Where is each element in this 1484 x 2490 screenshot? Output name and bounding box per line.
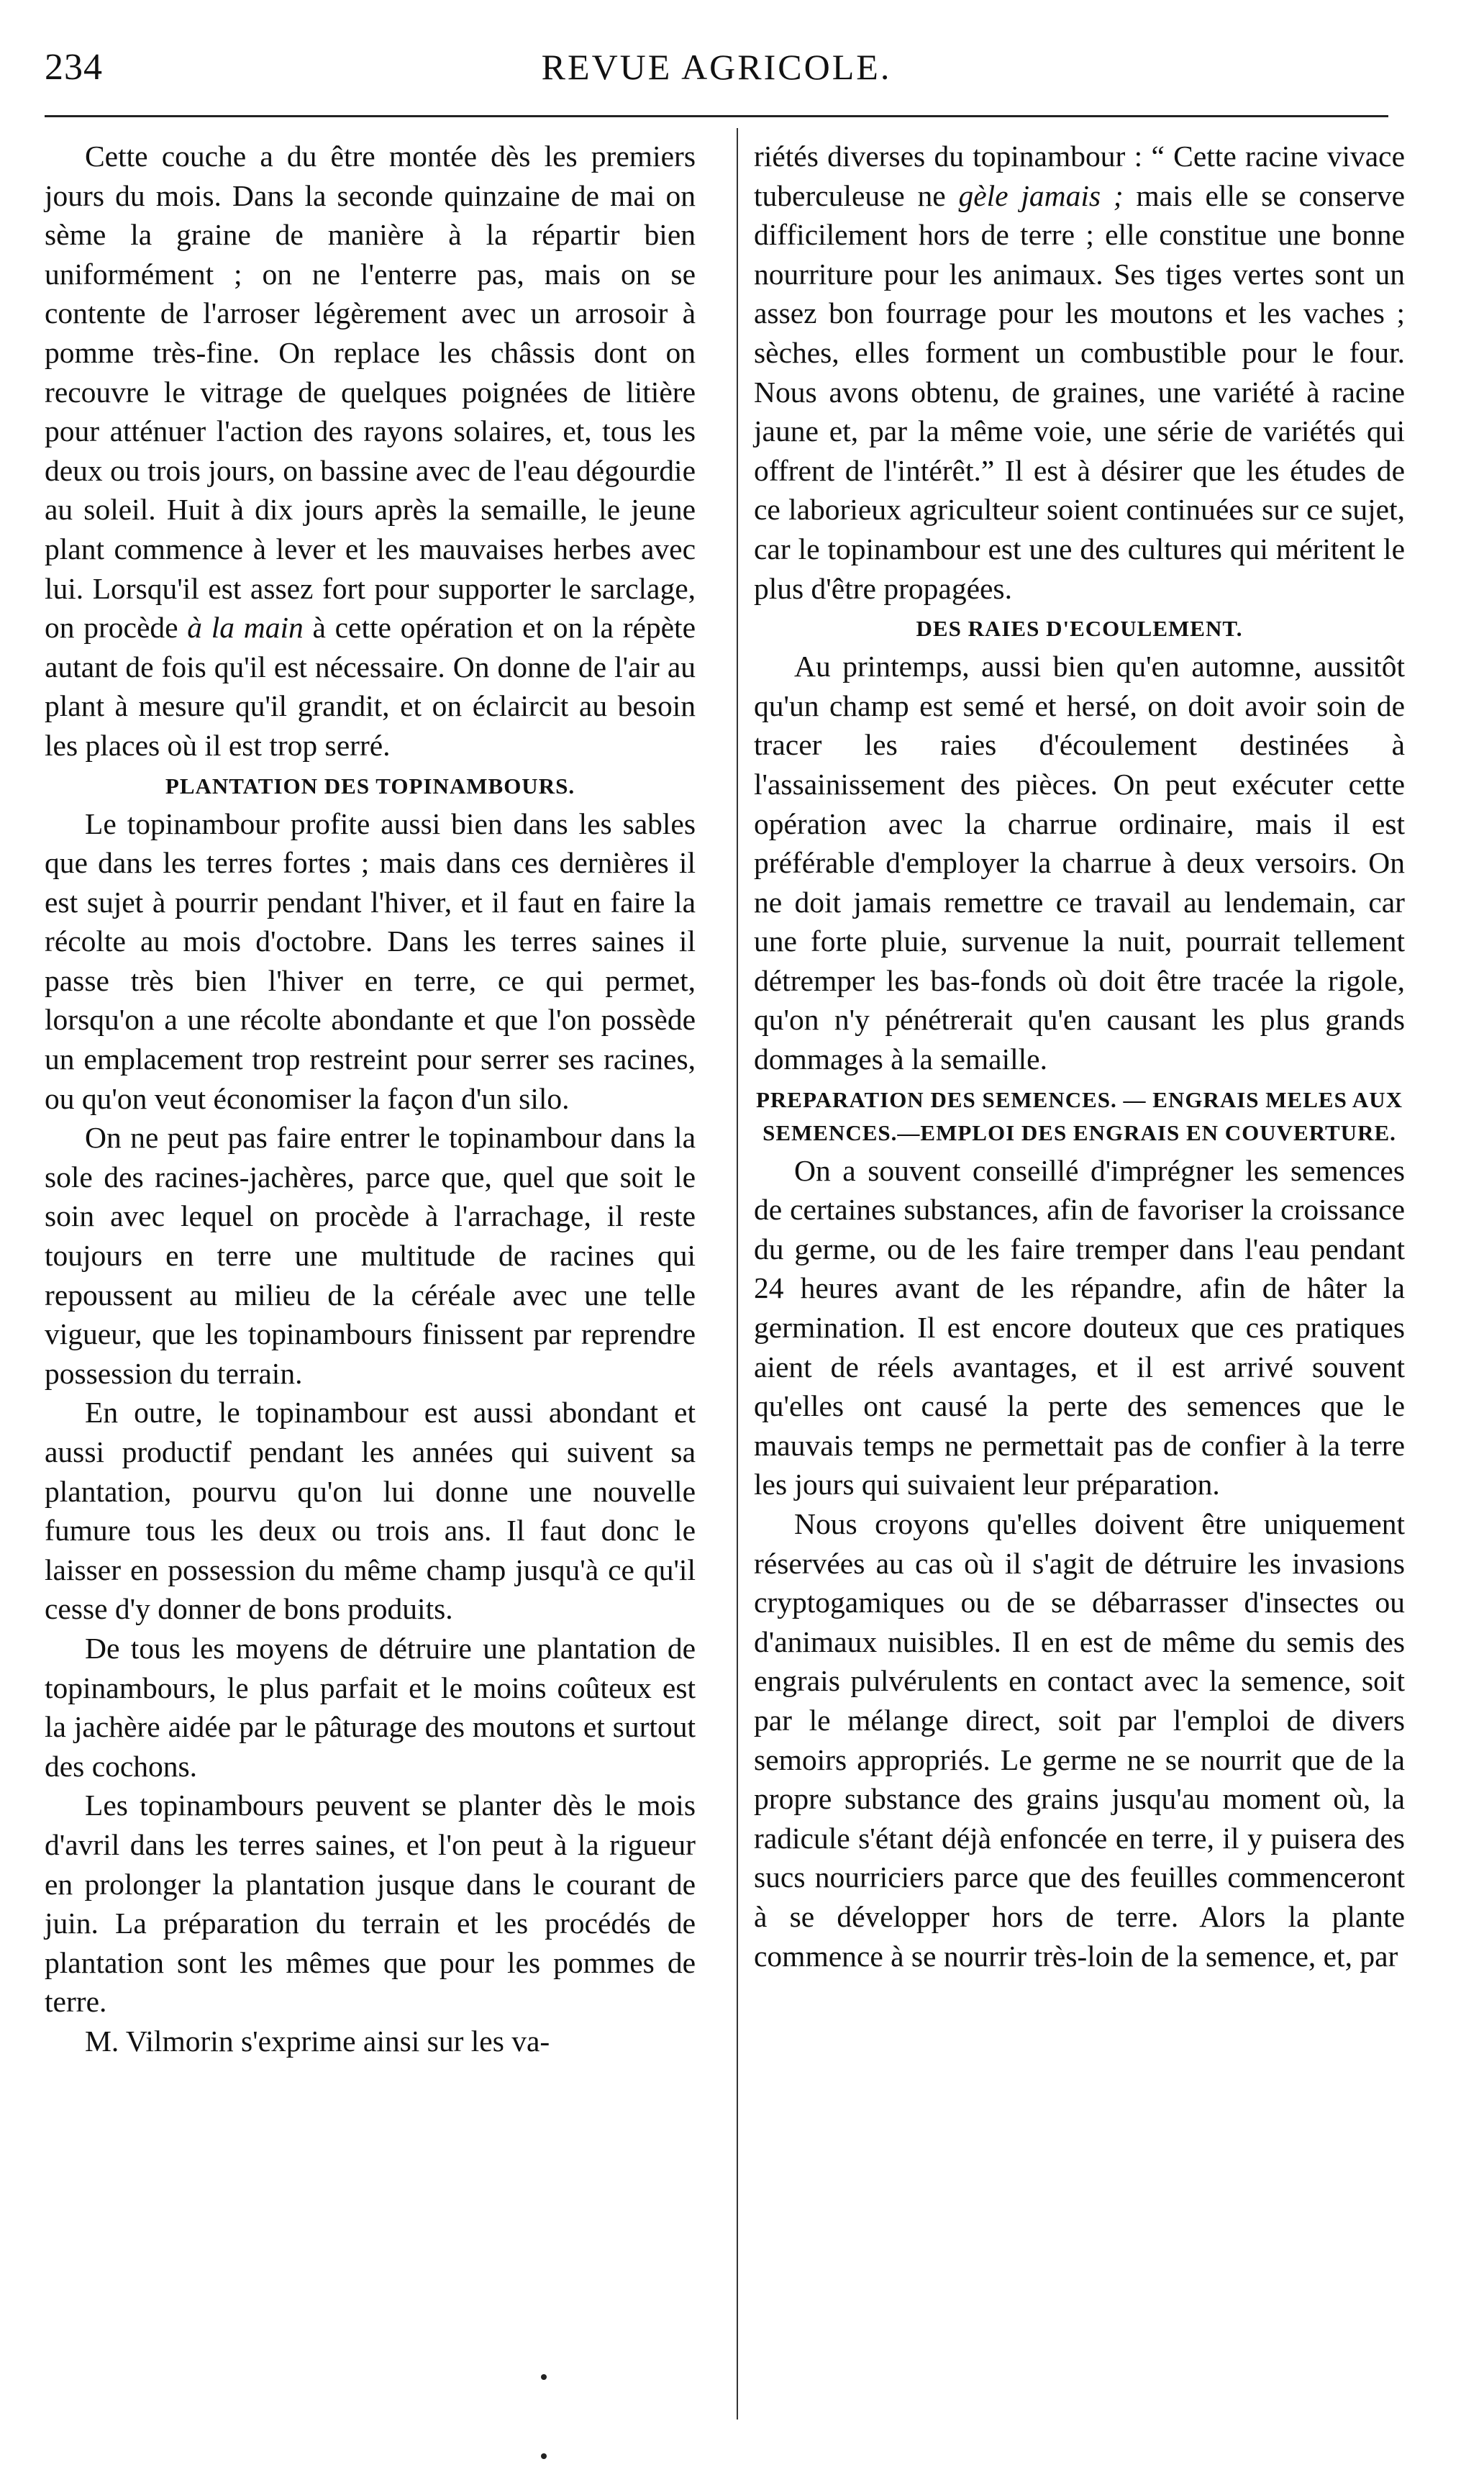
header-rule: [45, 115, 1388, 117]
page-number: 234: [45, 47, 103, 88]
paragraph-text: à cette opération et on la répète autant de fois qu'il est nécessaire. On donne de l'air au plant à mesure qu'il grandit, et on éclaircit au besoin les places où il est trop serré.: [45, 611, 696, 762]
italic-phrase: gèle jamais ;: [958, 178, 1124, 212]
footer-dot: [541, 2453, 547, 2459]
paragraph: M. Vilmorin s'exprime ainsi sur les va-: [85, 2024, 550, 2058]
paragraph: De tous les moyens de détruire une plantation de topinambours, le plus parfait et le moins coûteux est la jachère aidée par le pâturage des moutons et surtout des cochons.: [45, 1631, 696, 1783]
paragraph: Le topinambour profite aussi bien dans les sables que dans les terres fortes ; mais dans ces dernières il est sujet à pourrir pendant l'hiver, et il faut en faire la récolte au mois d'octobre. Dans les terres saines il passe très bien l'hiver en terre, ce qui permet, lorsqu'on a une récolte abondante et que l'on possède un emplacement trop restreint pour serrer ses racines, ou qu'on veut économiser la façon d'un silo.: [45, 806, 696, 1115]
paragraph: Nous croyons qu'elles doivent être uniquement réservées au cas où il s'agit de détruire les invasions cryptogamiques ou de se débarrasser d'insectes ou d'animaux nuisibles. Il en est de même du semis des engrais pulvérulents en contact avec la semence, soit par le mélange direct, soit par l'emploi de divers semoirs appropriés. Le germe ne se nourrit que de la propre substance des grains jusqu'au moment où, la radicule s'étant déjà enfoncée en terre, il y puisera des sucs nourriciers parce que des feuilles commenceront à se développer hors de terre. Alors la plante commence à se nourrir très-loin de la semence, et, par: [754, 1507, 1405, 1973]
section-heading: DES RAIES D'ECOULEMENT.: [916, 616, 1243, 642]
paragraph: [754, 137, 1405, 608]
paragraph: On a souvent conseillé d'imprégner les semences de certaines substances, afin de favoriser la croissance du germe, ou de les faire tremper dans l'eau pendant 24 heures avant de les répandre, afin de hâter la germination. Il est encore douteux que ces pratiques aient de réels avantages, et il est arrivé souvent qu'elles ont causé la perte des semences que le mauvais temps ne permettait pas de confier à la terre les jours qui suivaient leur préparation.: [754, 1153, 1405, 1501]
footer-dot: [541, 2374, 547, 2380]
paragraph: On ne peut pas faire entrer le topinambour dans la sole des racines-jachères, parce que, quel que soit le soin avec lequel on procède à l'arrachage, il reste toujours en terre une multitude de racines qui repoussent au milieu de la céréale avec une telle vigueur, que les topinambours finissent par reprendre possession du terrain.: [45, 1121, 696, 1390]
italic-phrase: à la main: [187, 611, 304, 645]
running-title: REVUE AGRICOLE.: [541, 47, 892, 87]
section-heading: PREPARATION DES SEMENCES. — ENGRAIS MELES AUX SEMENCES.—EMPLOI DES ENGRAIS EN COUVERTURE.: [755, 1086, 1403, 1145]
page-header: [45, 42, 1388, 99]
paragraph: Les topinambours peuvent se planter dès le mois d'avril dans les terres saines, et l'on peut à la rigueur en prolonger la plantation jusque dans le courant de juin. La préparation du terrain et les procédés de plantation sont les mêmes que pour les pommes de terre.: [45, 1789, 696, 2019]
paragraph-text: riétés diverses du topinambour : “ Cette racine vivace tuberculeuse ne: [754, 140, 1405, 212]
right-column: [754, 137, 1405, 1976]
paragraph: Au printemps, aussi bien qu'en automne, aussitôt qu'un champ est semé et hersé, on doit avoir soin de tracer les raies d'écoulement destinées à l'assainissement des pièces. On peut exécuter cette opération avec la charrue ordinaire, mais il est préférable d'employer la charrue à deux versoirs. On ne doit jamais remettre ce travail au lendemain, car une forte pluie, survenue la nuit, pourrait tellement détremper les bas-fonds où doit être tracée la rigole, qu'on n'y pénétrerait qu'en causant les plus grands dommages à la semaille.: [754, 650, 1405, 1076]
column-divider: [737, 128, 738, 2419]
paragraph-text: Cette couche a du être montée dès les premiers jours du mois. Dans la seconde quinzaine de mai on sème la graine de manière à la répartir bien uniformément ; on ne l'enterre pas, mais on se contente de l'arroser légèrement avec un arrosoir à pomme très-fine. On replace les châssis dont on recouvre le vitrage de quelques poignées de litière pour atténuer l'action des rayons solaires, et, tous les deux ou trois jours, on bassine avec de l'eau dégourdie au soleil. Huit à dix jours après la semaille, le jeune plant commence à lever et les mauvaises herbes avec lui. Lorsqu'il est assez fort pour supporter le sarclage, on procède: [45, 140, 696, 645]
paragraph: En outre, le topinambour est aussi abondant et aussi productif pendant les années qui suivent sa plantation, pourvu qu'on lui donne une nouvelle fumure tous les deux ou trois ans. Il faut donc le laisser en possession du même champ jusqu'à ce qu'il cesse d'y donner de bons produits.: [45, 1396, 696, 1626]
paragraph-text: mais elle se conserve difficilement hors de terre ; elle constitue une bonne nourriture pour les animaux. Ses tiges vertes sont un assez bon fourrage pour les moutons et les vaches ; sèches, elles forment un combustible pour le four. Nous avons obtenu, de graines, une variété à racine jaune et, par la même voie, une série de variétés qui offrent de l'intérêt.” Il est à désirer que les études de ce laborieux agriculteur soient continuées sur ce sujet, car le topinambour est une des cultures qui méritent le plus d'être propagées.: [754, 178, 1406, 605]
left-column: [45, 137, 696, 2061]
paragraph: [45, 137, 696, 765]
section-heading: PLANTATION DES TOPINAMBOURS.: [165, 773, 575, 799]
